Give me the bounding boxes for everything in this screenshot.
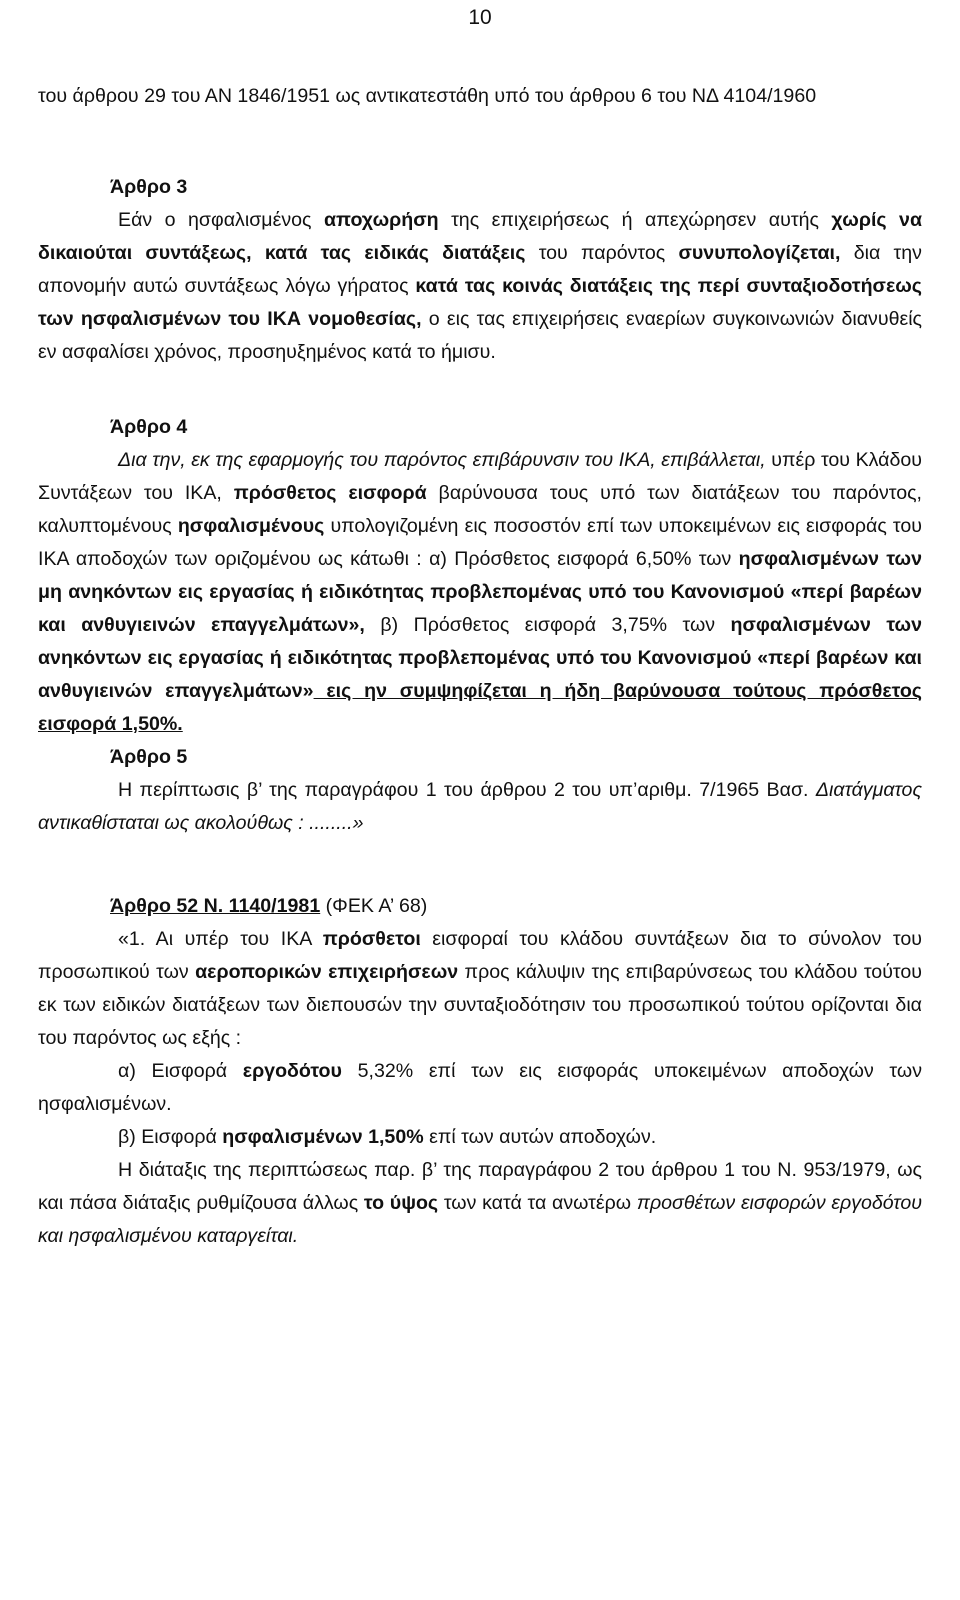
article-5-paragraph [38, 774, 922, 840]
article-52-paragraph-4 [38, 1154, 922, 1253]
article-52-paragraph-1 [38, 923, 922, 1055]
a3-text-3: του παρόντος [525, 242, 679, 264]
a4-underlined-1: εις ην συμψηφίζεται η ήδη βαρύνουσα τούτους πρόσθετος εισφορά 1,50%. [38, 680, 922, 735]
a4-bold-1: πρόσθετος εισφορά [233, 482, 427, 504]
a3-bold-3: συνυπολογίζεται, [678, 242, 841, 264]
article-4-heading-text: Άρθρο 4 [110, 416, 188, 438]
a3-text-4: δια την απονομήν αυτώ συντάξεως λόγω γήρατος [38, 242, 922, 297]
a52-p1-bold-1: πρόσθετοι [322, 928, 421, 950]
a52-p2-text-1: α) Εισφορά [118, 1060, 243, 1082]
a52-p4-text-2: των κατά τα ανωτέρω [438, 1192, 637, 1214]
a52-p1-bold-2: αεροπορικών επιχειρήσεων [195, 961, 459, 983]
a52-p1-text-3: προς κάλυψιν της επιβαρύνσεως του κλάδου τούτου εκ των ειδικών διατάξεων των διεπουσών την συνταξιοδότησιν του προσωπικού τούτου ορίζονται δια του παρόντος ως εξής : [38, 961, 922, 1049]
a4-italic-1: Δια την, εκ της εφαρμογής του παρόντος επιβάρυνσιν του ΙΚΑ, επιβάλλεται, [118, 449, 766, 471]
article-52-heading [38, 890, 922, 923]
article-3-paragraph [38, 204, 922, 369]
article-52-paragraph-2 [38, 1055, 922, 1121]
a52-p4-italic-1: προσθέτων εισφορών εργοδότου και ησφαλισμένου καταργείται. [38, 1192, 922, 1247]
a5-italic-1: Διατάγματος αντικαθίσταται ως ακολούθως : ........» [38, 779, 922, 834]
a52-p4-text-1: Η διάταξις της περιπτώσεως παρ. β’ της παραγράφου 2 του άρθρου 1 του Ν. 953/1979, ως και πάσα διάταξις ρυθμίζουσα άλλως [38, 1159, 922, 1214]
a52-p3-bold-1: ησφαλισμένων 1,50% [222, 1126, 424, 1148]
a52-p2-bold-1: εργοδότου [242, 1060, 342, 1082]
a52-p1-text-2: εισφοραί του κλάδου συντάξεων δια το σύνολον του προσωπικού των [38, 928, 922, 983]
article-3-heading [38, 171, 922, 204]
a52-p1-text-1: «1. Αι υπέρ του ΙΚΑ [118, 928, 323, 950]
a4-bold-4: ησφαλισμένων των ανηκόντων εις εργασίας ή ειδικότητας προβλεπομένας υπό του Κανονισμού «περί βαρέων και ανθυγιεινών επαγγελμάτων» [38, 614, 922, 702]
a52-p3-text-2: επί των αυτών αποδοχών. [423, 1126, 657, 1148]
a52-p3-text-1: β) Εισφορά [118, 1126, 223, 1148]
a3-text-2: της επιχειρήσεως ή απεχώρησεν αυτής [438, 209, 832, 231]
article-52-heading-underlined: Άρθρο 52 Ν. 1140/1981 [110, 895, 321, 917]
a4-text-2: βαρύνουσα τους υπό των διατάξεων του παρόντος, καλυπτομένους [38, 482, 922, 537]
article-4-heading [38, 411, 922, 444]
article-52-heading-ref: (ΦΕΚ Α’ 68) [320, 895, 428, 917]
a4-bold-3: ησφαλισμένων των μη ανηκόντων εις εργασίας ή ειδικότητας προβλεπομένας υπό του Κανονισμού «περί βαρέων και ανθυγιεινών επαγγελμάτων», [38, 548, 922, 636]
a4-bold-2: ησφαλισμένους [177, 515, 325, 537]
a52-p2-text-2: 5,32% επί των εις εισφοράς υποκειμένων αποδοχών των ησφαλισμένων. [38, 1060, 922, 1115]
intro-paragraph: του άρθρου 29 του ΑΝ 1846/1951 ως αντικατεστάθη υπό του άρθρου 6 του ΝΔ 4104/1960 [38, 85, 817, 107]
article-5-heading-text: Άρθρο 5 [110, 746, 188, 768]
document-body [38, 80, 922, 1253]
a4-text-4: β) Πρόσθετος εισφορά 3,75% των [364, 614, 731, 636]
a4-text-3: υπολογιζομένη εις ποσοστόν επί των υποκειμένων εις εισφοράς του ΙΚΑ αποδοχών των οριζομένου ως κάτωθι : α) Πρόσθετος εισφορά 6,50% των [38, 515, 922, 570]
a3-bold-1: αποχωρήση [323, 209, 439, 231]
a4-text-1: υπέρ του Κλάδου Συντάξεων του ΙΚΑ, [38, 449, 923, 504]
a3-bold-4: κατά τας κοινάς διατάξεις της περί συνταξιοδοτήσεως των ησφαλισμένων του ΙΚΑ νομοθεσίας, [38, 275, 922, 330]
a3-text-5: ο εις τας επιχειρήσεις εναερίων συγκοινωνιών διανυθείς εν ασφαλίσει χρόνος, προσηυξημένος κατά το ήμισυ. [38, 308, 923, 363]
a52-p4-bold-1: το ύψος [363, 1192, 439, 1214]
a5-text-1: Η περίπτωσις β’ της παραγράφου 1 του άρθρου 2 του υπ’αριθμ. 7/1965 Βασ. [118, 779, 816, 801]
article-52-paragraph-3 [38, 1121, 922, 1154]
a3-text-1: Εάν ο ησφαλισμένος [118, 209, 324, 231]
article-3-heading-text: Άρθρο 3 [110, 176, 188, 198]
article-5-heading [38, 741, 922, 774]
a3-bold-2: χωρίς να δικαιούται συντάξεως, κατά τας ειδικάς διατάξεις [38, 209, 922, 264]
article-4-paragraph [38, 444, 922, 741]
page-number: 10 [468, 6, 492, 29]
